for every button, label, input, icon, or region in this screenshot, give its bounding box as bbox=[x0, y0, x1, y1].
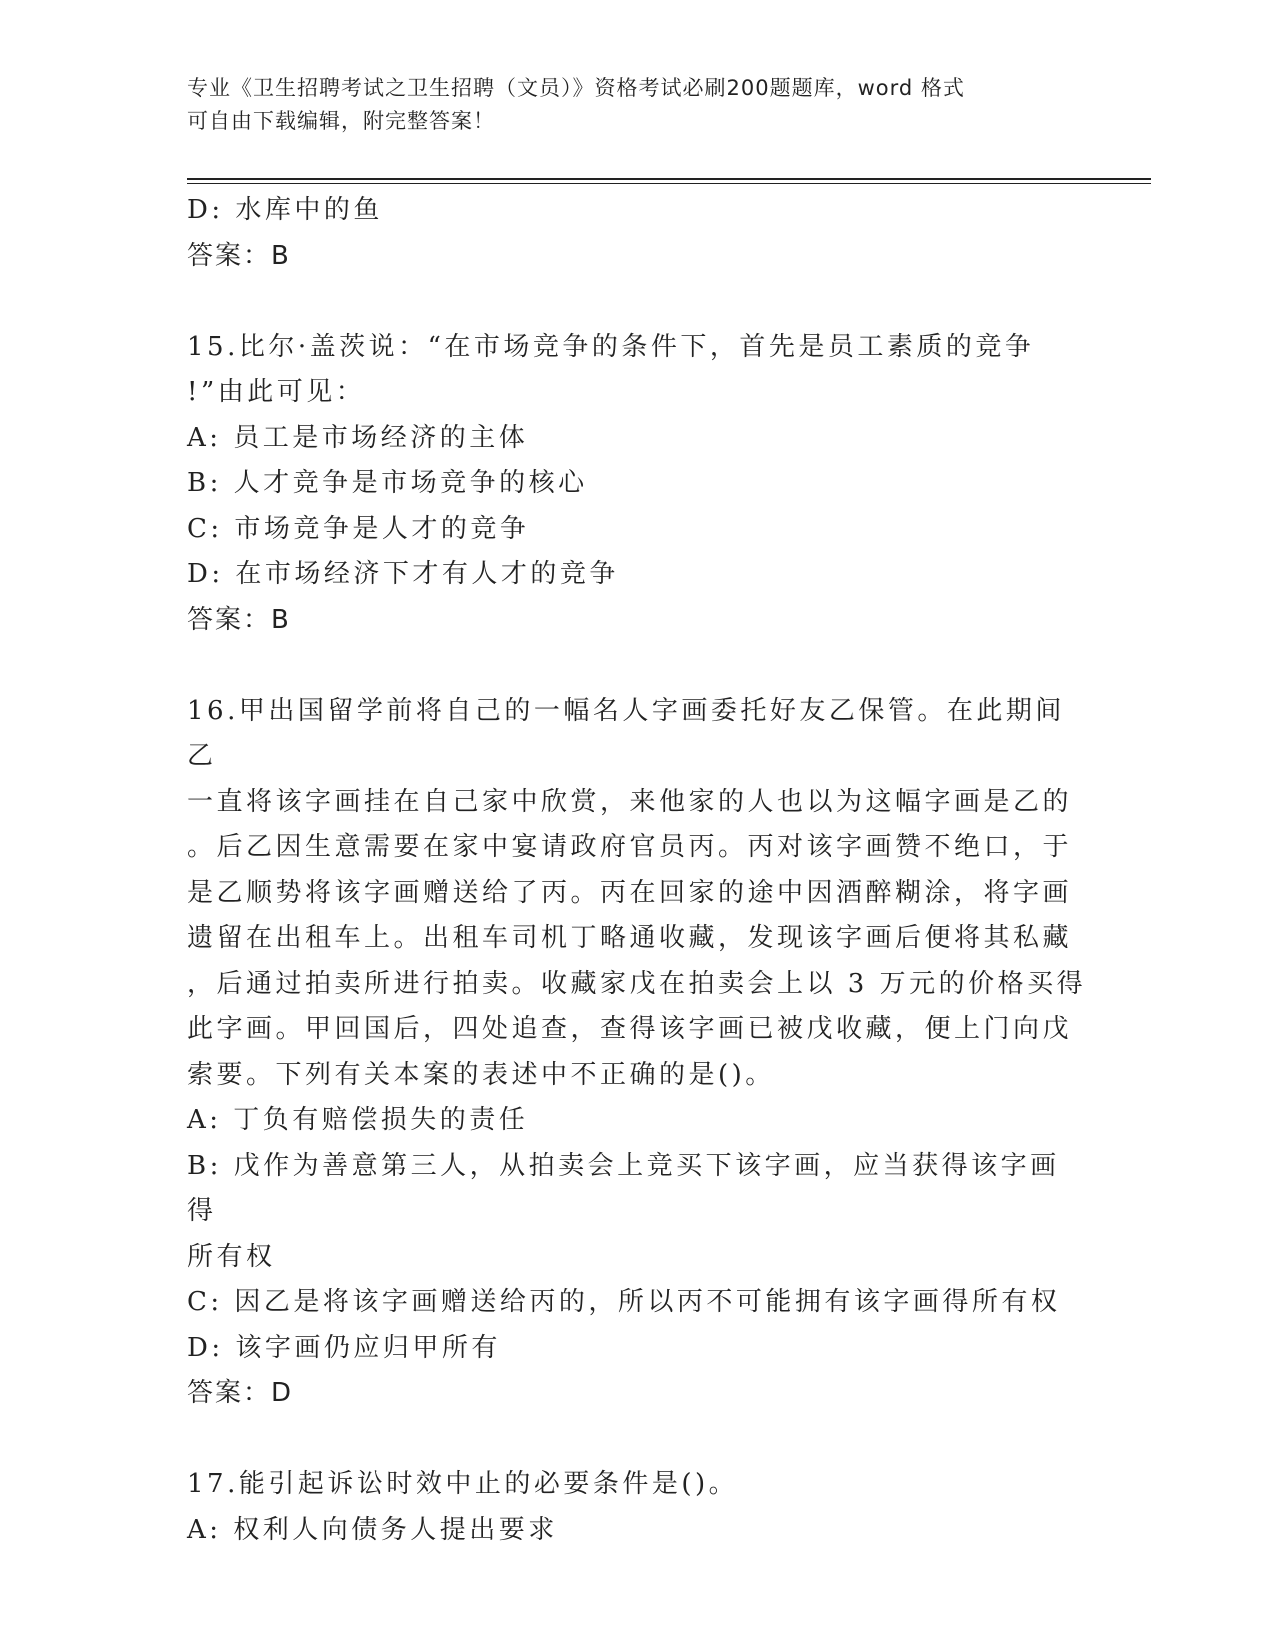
q16-answer: 答案：D bbox=[187, 1378, 294, 1408]
q15-stem-line-2: !”由此可见： bbox=[187, 377, 366, 407]
q17-stem: 17.能引起诉讼时效中止的必要条件是()。 bbox=[187, 1469, 739, 1499]
header-line-1: 专业《卫生招聘考试之卫生招聘（文员）》资格考试必刷200题题库，word 格式 bbox=[187, 76, 965, 100]
q16-option-d: D: 该字画仍应归甲所有 bbox=[187, 1332, 501, 1363]
spacer bbox=[187, 643, 1087, 689]
q16-stem-line: 是乙顺势将该字画赠送给了丙。丙在回家的途中因酒醉糊涂，将字画 bbox=[187, 877, 1073, 908]
q16-stem-line: 遗留在出租车上。出租车司机丁略通收藏，发现该字画后便将其私藏 bbox=[187, 923, 1073, 953]
q15-option-d: D: 在市场经济下才有人才的竞争 bbox=[187, 559, 619, 589]
q16-stem-line: 此字画。甲回国后，四处追查，查得该字画已被戊收藏，便上门向戊 bbox=[187, 1014, 1073, 1044]
q15-option-c: C: 市场竞争是人才的竞争 bbox=[187, 513, 530, 544]
spacer bbox=[187, 279, 1087, 325]
header-line-2: 可自由下载编辑，附完整答案！ bbox=[187, 109, 495, 133]
q14-answer: 答案：B bbox=[187, 240, 291, 271]
q17-option-a: A: 权利人向债务人提出要求 bbox=[187, 1514, 558, 1545]
q16-option-a: A: 丁负有赔偿损失的责任 bbox=[187, 1105, 529, 1135]
header-divider-thick bbox=[187, 178, 1151, 180]
q16-stem-line: 一直将该字画挂在自己家中欣赏，来他家的人也以为这幅字画是乙的 bbox=[187, 786, 1073, 817]
q15-option-b: B: 人才竞争是市场竞争的核心 bbox=[187, 468, 588, 498]
q15-option-a: A: 员工是市场经济的主体 bbox=[187, 422, 529, 453]
q16-option-b-line-1: B: 戊作为善意第三人，从拍卖会上竞买下该字画，应当获得该字画得 bbox=[187, 1150, 1060, 1226]
question-body bbox=[187, 188, 1087, 1553]
q16-option-c: C: 因乙是将该字画赠送给丙的，所以丙不可能拥有该字画得所有权 bbox=[187, 1287, 1061, 1317]
page-header bbox=[187, 72, 1087, 138]
header-divider-thin bbox=[187, 183, 1151, 184]
q16-option-b-line-2: 所有权 bbox=[187, 1241, 276, 1272]
q15-answer: 答案：B bbox=[187, 604, 291, 635]
q16-stem-line: 16.甲出国留学前将自己的一幅名人字画委托好友乙保管。在此期间乙 bbox=[187, 695, 1065, 771]
q15-stem-line-1: 15.比尔·盖茨说：“在市场竞争的条件下，首先是员工素质的竞争 bbox=[187, 331, 1035, 362]
q16-stem-line: 。后乙因生意需要在家中宴请政府官员丙。丙对该字画赞不绝口，于 bbox=[187, 832, 1073, 862]
spacer bbox=[187, 1417, 1087, 1463]
q16-stem-line: 索要。下列有关本案的表述中不正确的是()。 bbox=[187, 1059, 775, 1090]
q14-option-d: D: 水库中的鱼 bbox=[187, 195, 383, 225]
q16-stem-line: ，后通过拍卖所进行拍卖。收藏家戊在拍卖会上以 3 万元的价格买得 bbox=[187, 968, 1087, 999]
